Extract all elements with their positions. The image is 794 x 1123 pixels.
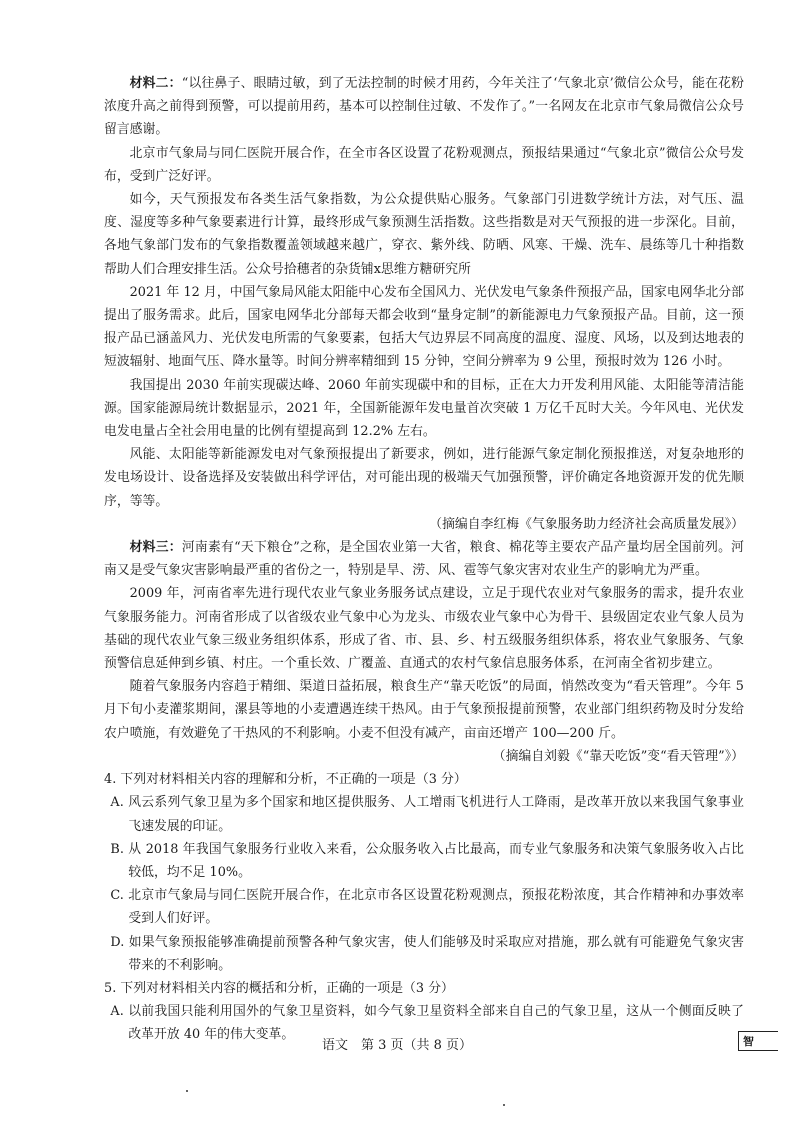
- material3-paragraph-3: 随着气象服务内容趋于精细、渠道日益拓展，粮食生产“靠天吃饭”的局面，悄然改变为“看天管理”。今年 5 月下旬小麦灌浆期间，漯县等地的小麦遭遇连续干热风。由于气象预报提前预警，农业部门组织药物及时分发给农户喷施，有效避免了干热风的不利影响。小麦不但没有减产，亩亩还增产 100—200 斤。: [104, 679, 744, 741]
- question4-option-d: D. 如果气象预报能够准确提前预警各种气象灾害，使人们能够及时采取应对措施，那么就有可能避免气象灾害带来的不利影响。: [110, 934, 744, 973]
- question4-option-a: A. 风云系列气象卫星为多个国家和地区提供服务、人工增雨飞机进行人工降雨，是改革开放以来我国气象事业飞速发展的印证。: [110, 795, 744, 834]
- page-content: [104, 72, 744, 1047]
- question4-option-b: B. 从 2018 年我国气象服务行业收入来看，公众服务收入占比最高，而专业气象服务和决策气象服务收入占比较低，均不足 10%。: [110, 841, 744, 880]
- material3-text-1: 河南素有“天下粮仓”之称，是全国农业第一大省，粮食、棉花等主要农产品产量均居全国前列。河南又是受气象灾害影响最严重的省份之一，特别是旱、涝、风、雹等气象灾害对农业生产的影响尤为严重。: [104, 540, 744, 579]
- material2-paragraph-5: 我国提出 2030 年前实现碳达峰、2060 年前实现碳中和的目标，正在大力开发利用风能、太阳能等清洁能源。国家能源局统计数据显示，2021 年，全国新能源年发电量首次突破 1 万亿千瓦时大关。今年风电、光伏发电发电量占全社会用电量的比例有望提高到 12.2% 左右。: [104, 377, 744, 440]
- corner-tag: 智: [738, 1031, 778, 1051]
- page-footer: 语文 第 3 页（共 8 页）: [321, 1038, 473, 1053]
- scan-speck: [503, 1104, 505, 1106]
- material3-source: （摘编自刘毅《“靠天吃饭”变“看天管理”》）: [492, 748, 744, 764]
- material2-paragraph-4: 2021 年 12 月，中国气象局风能太阳能中心发布全国风力、光伏发电气象条件预报产品，国家电网华北分部提出了服务需求。此后，国家电网华北分部每天都会收到“量身定制”的新能源电力气象预报产品。目前，这一预报产品已涵盖风力、光伏发电所需的气象要素，包括大气边界层不同高度的温度、湿度、风场，以及到达地表的短波辐射、地面气压、降水量等。时间分辨率精细到 15 分钟，空间分辨率为 9 公里，预报时效为 126 小时。: [104, 284, 744, 370]
- material3-paragraph-1: [104, 536, 744, 582]
- material2-lead: 材料二：: [129, 76, 182, 91]
- question4-option-c: C. 北京市气象局与同仁医院开展合作，在北京市各区设置花粉观测点，预报花粉浓度，其合作精神和办事效率受到人们好评。: [110, 888, 744, 927]
- scan-speck: [186, 1090, 188, 1092]
- material2-paragraph-6: 风能、太阳能等新能源发电对气象预报提出了新要求，例如，进行能源气象定制化预报推送，对复杂地形的发电场设计、设备选择及安装做出科学评估，对可能出现的极端天气加强预警，评价确定各地资源开发的优先顺序，等等。: [104, 447, 744, 509]
- question5-stem: 5. 下列对材料相关内容的概括和分析，正确的一项是（3 分）: [104, 980, 454, 996]
- question4-stem: 4. 下列对材料相关内容的理解和分析，不正确的一项是（3 分）: [104, 772, 467, 788]
- material2-paragraph-2: 北京市气象局与同仁医院开展合作，在全市各区设置了花粉观测点，预报结果通过“气象北京”微信公众号发布，受到广泛好评。: [104, 145, 744, 184]
- material2-paragraph-3: 如今，天气预报发布各类生活气象指数，为公众提供贴心服务。气象部门引进数学统计方法，对气压、温度、湿度等多种气象要素进行计算，最终形成气象预测生活指数。这些指数是对天气预报的进一步深化。目前，各地气象部门发布的气象指数覆盖领域越来越广，穿衣、紫外线、防晒、风寒、干燥、洗车、晨练等几十种指数帮助人们合理安排生活。公众号拾穗者的杂货铺x思维方糖研究所: [104, 192, 744, 277]
- material2-source: （摘编自李红梅《气象服务助力经济社会高质量发展》）: [429, 516, 744, 532]
- question5-option-a: A. 以前我国只能利用国外的气象卫星资料，如今气象卫星资料全部来自自己的气象卫星，这从一个侧面反映了改革开放 40 年的伟大变革。: [110, 1004, 744, 1043]
- material3-lead: 材料三：: [129, 540, 182, 556]
- material2-text-1: “以往鼻子、眼睛过敏，到了无法控制的时候才用药，今年关注了‘气象北京’微信公众号，能在花粉浓度升高之前得到预警，可以提前用药，基本可以控制住过敏、不发作了。”一名网友在北京市气象局微信公众号留言感谢。: [104, 76, 744, 138]
- material3-paragraph-2: 2009 年，河南省率先进行现代农业气象业务服务试点建设，立足于现代农业对气象服务的需求，提升农业气象服务能力。河南省形成了以省级农业气象中心为龙头、市级农业气象中心为骨干、县级固定农业气象人员为基础的现代农业气象三级业务组织体系，形成了省、市、县、乡、村五级服务组织体系，将农业气象服务、气象预警信息延伸到乡镇、村庄。一个重长效、广覆盖、直通式的农村气象信息服务体系，在河南全省初步建立。: [104, 586, 744, 672]
- material2-paragraph-1: [104, 72, 744, 142]
